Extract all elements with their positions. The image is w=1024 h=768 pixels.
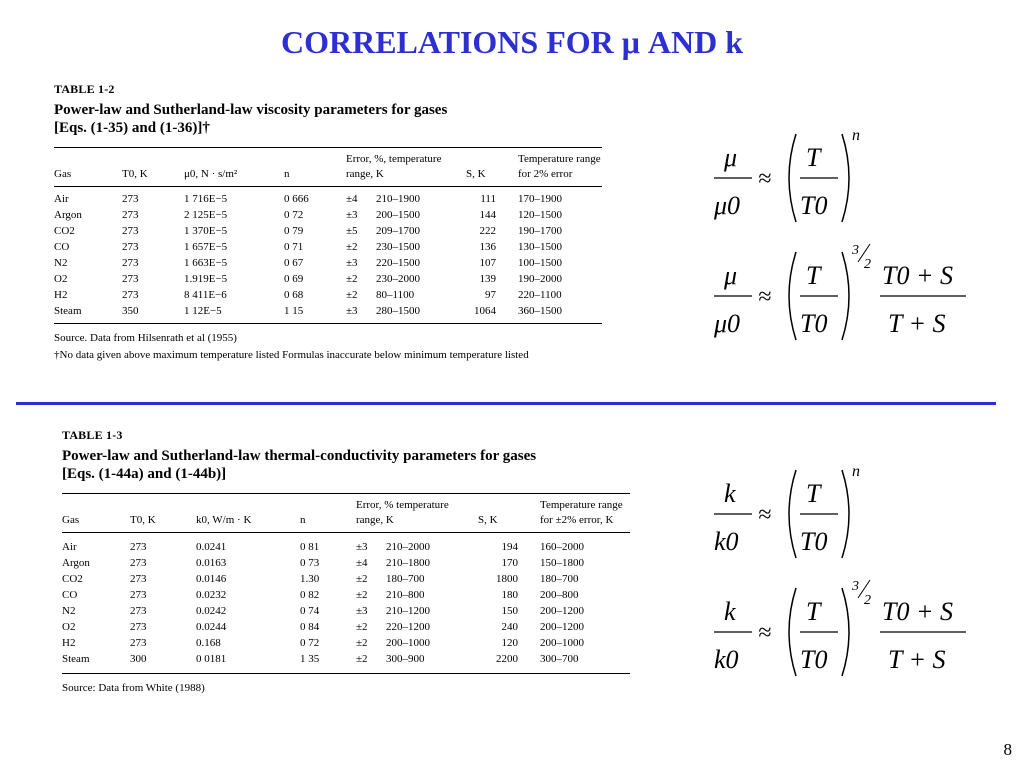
table-row xyxy=(54,223,602,239)
cell-range: 210–1900 xyxy=(376,193,420,205)
eq-approx: ≈ xyxy=(758,166,772,192)
cell-n: 0 71 xyxy=(284,241,304,253)
table-row xyxy=(54,191,602,207)
cell-gas: O2 xyxy=(54,273,68,285)
cell-spacer xyxy=(496,271,518,287)
cell-ref-value: 0 0181 xyxy=(196,653,227,665)
table-header xyxy=(62,494,630,532)
cell-temp-range: 200–1200 xyxy=(540,621,584,633)
cell-gas: Argon xyxy=(62,557,90,569)
cell-t0: 273 xyxy=(130,541,147,553)
cell-gas: Argon xyxy=(54,209,82,221)
table-source: Source: Data from White (1988) xyxy=(62,682,205,694)
cell-spacer xyxy=(518,571,540,587)
header-n: n xyxy=(300,514,306,526)
cell-spacer xyxy=(496,207,518,223)
cell-ref-value: 1 12E−5 xyxy=(184,305,222,317)
eq-denominator: T + S xyxy=(888,309,946,338)
header-t0: T0, K xyxy=(122,168,148,180)
cell-ref-value: 0.0232 xyxy=(196,589,227,601)
cell-s: 150 xyxy=(501,605,518,617)
cell-temp-range: 200–1000 xyxy=(540,637,584,649)
table-row xyxy=(62,587,630,603)
eq-numerator: T0 + S xyxy=(882,261,954,290)
cell-t0: 273 xyxy=(130,589,147,601)
header-k0: k0, W/m · K xyxy=(196,514,252,526)
cell-error: ±2 xyxy=(356,621,368,633)
cell-error: ±2 xyxy=(346,273,358,285)
cell-ref-value: 0.0244 xyxy=(196,621,227,633)
table-row xyxy=(62,651,630,667)
cell-s: 180 xyxy=(501,589,518,601)
header-gas: Gas xyxy=(54,168,72,180)
eq-T: T xyxy=(806,143,821,172)
cell-error: ±2 xyxy=(356,653,368,665)
cell-n: 0 69 xyxy=(284,273,304,285)
cell-t0: 273 xyxy=(130,605,147,617)
cell-n: 0 68 xyxy=(284,289,304,301)
cell-n: 0 79 xyxy=(284,225,304,237)
table-label: TABLE 1-2 xyxy=(54,82,115,96)
cell-n: 0 666 xyxy=(284,193,309,205)
cell-error: ±3 xyxy=(346,305,358,317)
cell-range: 210–2000 xyxy=(386,541,430,553)
slide-title: CORRELATIONS FOR μ AND k xyxy=(280,24,744,60)
cell-spacer xyxy=(496,239,518,255)
cell-range: 210–800 xyxy=(386,589,425,601)
cell-gas: N2 xyxy=(54,257,68,269)
equation-mu-sutherland xyxy=(700,240,990,350)
header-n: n xyxy=(284,168,290,180)
cell-ref-value: 1 716E−5 xyxy=(184,193,228,205)
cell-s: 97 xyxy=(485,289,496,301)
header-error: Error, %, temperature range, K xyxy=(346,153,442,180)
table-row xyxy=(62,555,630,571)
cell-range: 200–1500 xyxy=(376,209,420,221)
cell-n: 0 73 xyxy=(300,557,320,569)
cell-spacer xyxy=(496,255,518,271)
table-row xyxy=(62,539,630,555)
eq-exponent-n: n xyxy=(852,463,860,480)
cell-gas: H2 xyxy=(62,637,76,649)
cell-s: 194 xyxy=(501,541,518,553)
cell-range: 230–2000 xyxy=(376,273,420,285)
cell-gas: Steam xyxy=(62,653,90,665)
cell-t0: 273 xyxy=(122,289,139,301)
cell-temp-range: 190–2000 xyxy=(518,273,562,285)
cell-range: 180–700 xyxy=(386,573,425,585)
eq-T0: T0 xyxy=(800,191,828,220)
cell-spacer xyxy=(496,223,518,239)
cell-s: 1064 xyxy=(474,305,496,317)
eq-T0: T0 xyxy=(800,309,828,338)
cell-error: ±4 xyxy=(346,193,358,205)
section-divider xyxy=(16,402,996,405)
table-conductivity xyxy=(62,428,630,697)
cell-n: 0 72 xyxy=(284,209,304,221)
cell-temp-range: 200–800 xyxy=(540,589,579,601)
cell-gas: CO xyxy=(62,589,78,601)
header-trange: Temperature range for ±2% error, K xyxy=(540,499,623,526)
cell-s: 111 xyxy=(480,193,496,205)
table-row xyxy=(54,271,602,287)
table-caption-eqs: [Eqs. (1-35) and (1-36)]† xyxy=(54,120,210,136)
cell-t0: 273 xyxy=(122,193,139,205)
cell-t0: 273 xyxy=(130,557,147,569)
cell-ref-value: 1 657E−5 xyxy=(184,241,228,253)
cell-spacer xyxy=(518,555,540,571)
cell-temp-range: 200–1200 xyxy=(540,605,584,617)
page-number: 8 xyxy=(1003,740,1012,759)
table-row xyxy=(62,619,630,635)
cell-spacer xyxy=(518,587,540,603)
cell-gas: CO2 xyxy=(62,573,83,585)
cell-ref-value: 2 125E−5 xyxy=(184,209,228,221)
eq-T0: T0 xyxy=(800,527,828,556)
header-s: S, K xyxy=(478,514,498,526)
cell-error: ±3 xyxy=(356,541,368,553)
cell-temp-range: 180–700 xyxy=(540,573,579,585)
eq-T: T xyxy=(806,261,821,290)
cell-ref-value: 8 411E−6 xyxy=(184,289,227,301)
header-s: S, K xyxy=(466,168,486,180)
cell-range: 300–900 xyxy=(386,653,425,665)
cell-t0: 273 xyxy=(122,273,139,285)
table-row xyxy=(54,255,602,271)
cell-t0: 300 xyxy=(130,653,147,665)
cell-gas: N2 xyxy=(62,605,76,617)
cell-t0: 273 xyxy=(130,573,147,585)
cell-temp-range: 120–1500 xyxy=(518,209,562,221)
equation-k-powerlaw xyxy=(700,460,880,568)
cell-s: 136 xyxy=(479,241,496,253)
eq-k0: k0 xyxy=(714,527,739,556)
cell-s: 222 xyxy=(479,225,496,237)
eq-approx: ≈ xyxy=(758,284,772,310)
cell-spacer xyxy=(496,303,518,319)
cell-error: ±2 xyxy=(356,573,368,585)
cell-n: 0 67 xyxy=(284,257,304,269)
cell-ref-value: 0.0163 xyxy=(196,557,227,569)
cell-ref-value: 1 663E−5 xyxy=(184,257,228,269)
cell-t0: 273 xyxy=(122,257,139,269)
table-row xyxy=(62,571,630,587)
cell-n: 0 82 xyxy=(300,589,320,601)
cell-s: 2200 xyxy=(496,653,518,665)
eq-mu: μ xyxy=(724,261,738,290)
cell-error: ±3 xyxy=(346,209,358,221)
cell-n: 1 15 xyxy=(284,305,304,317)
table-label: TABLE 1-3 xyxy=(62,428,123,442)
cell-t0: 273 xyxy=(122,225,139,237)
cell-range: 209–1700 xyxy=(376,225,420,237)
cell-spacer xyxy=(518,635,540,651)
eq-mu0: μ0 xyxy=(714,309,741,338)
table-caption-eqs: [Eqs. (1-44a) and (1-44b)] xyxy=(62,466,227,482)
cell-gas: Air xyxy=(62,541,77,553)
header-gas: Gas xyxy=(62,514,80,526)
cell-gas: Air xyxy=(54,193,69,205)
eq-T: T xyxy=(806,479,821,508)
cell-ref-value: 1.919E−5 xyxy=(184,273,228,285)
cell-temp-range: 150–1800 xyxy=(540,557,584,569)
cell-error: ±2 xyxy=(356,637,368,649)
cell-spacer xyxy=(496,191,518,207)
cell-range: 210–1200 xyxy=(386,605,430,617)
header-t0: T0, K xyxy=(130,514,156,526)
cell-error: ±2 xyxy=(356,589,368,601)
table-row xyxy=(54,303,602,319)
cell-temp-range: 220–1100 xyxy=(518,289,562,301)
cell-n: 0 81 xyxy=(300,541,320,553)
eq-exponent-num: 3 xyxy=(852,243,859,258)
eq-exponent-den: 2 xyxy=(864,593,871,608)
cell-s: 139 xyxy=(479,273,496,285)
cell-range: 230–1500 xyxy=(376,241,420,253)
cell-s: 120 xyxy=(501,637,518,649)
equation-k-sutherland xyxy=(700,576,990,686)
cell-gas: Steam xyxy=(54,305,82,317)
table-row xyxy=(54,287,602,303)
cell-spacer xyxy=(518,539,540,555)
cell-temp-range: 360–1500 xyxy=(518,305,562,317)
eq-mu0: μ0 xyxy=(714,191,741,220)
cell-error: ±5 xyxy=(346,225,358,237)
eq-exponent-num: 3 xyxy=(852,579,859,594)
eq-denominator: T + S xyxy=(888,645,946,674)
table-row xyxy=(54,239,602,255)
cell-ref-value: 0.0242 xyxy=(196,605,227,617)
cell-gas: CO2 xyxy=(54,225,75,237)
cell-temp-range: 130–1500 xyxy=(518,241,562,253)
table-caption: Power-law and Sutherland-law viscosity parameters for gases xyxy=(54,102,448,118)
cell-spacer xyxy=(496,287,518,303)
eq-approx: ≈ xyxy=(758,620,772,646)
equation-mu-powerlaw xyxy=(700,124,880,232)
cell-gas: O2 xyxy=(62,621,76,633)
cell-range: 80–1100 xyxy=(376,289,415,301)
table-row xyxy=(62,603,630,619)
cell-error: ±2 xyxy=(346,241,358,253)
cell-gas: H2 xyxy=(54,289,68,301)
cell-error: ±3 xyxy=(356,605,368,617)
table-source: Source. Data from Hilsenrath et al (1955) xyxy=(54,332,237,344)
table-body xyxy=(62,533,630,669)
cell-s: 144 xyxy=(479,209,496,221)
eq-k0: k0 xyxy=(714,645,739,674)
cell-t0: 273 xyxy=(122,241,139,253)
cell-range: 220–1500 xyxy=(376,257,420,269)
cell-n: 1 35 xyxy=(300,653,320,665)
cell-t0: 273 xyxy=(130,637,147,649)
cell-ref-value: 0.168 xyxy=(196,637,221,649)
cell-n: 0 72 xyxy=(300,637,320,649)
cell-s: 240 xyxy=(501,621,518,633)
header-mu0: μ0, N · s/m² xyxy=(184,168,238,180)
table-viscosity xyxy=(54,82,602,364)
cell-range: 280–1500 xyxy=(376,305,420,317)
cell-gas: CO xyxy=(54,241,70,253)
cell-range: 210–1800 xyxy=(386,557,430,569)
table-body xyxy=(54,187,602,321)
eq-exponent-den: 2 xyxy=(864,257,871,272)
eq-k: k xyxy=(724,479,736,508)
cell-spacer xyxy=(518,603,540,619)
cell-spacer xyxy=(518,619,540,635)
header-error: Error, % temperature range, K xyxy=(356,499,449,526)
eq-T0: T0 xyxy=(800,645,828,674)
cell-temp-range: 170–1900 xyxy=(518,193,562,205)
cell-error: ±4 xyxy=(356,557,368,569)
table-footnote: †No data given above maximum temperature listed Formulas inaccurate below minimum temperature listed xyxy=(54,349,529,361)
cell-n: 0 84 xyxy=(300,621,320,633)
cell-s: 107 xyxy=(479,257,496,269)
table-row xyxy=(62,635,630,651)
cell-temp-range: 300–700 xyxy=(540,653,579,665)
cell-t0: 273 xyxy=(130,621,147,633)
header-trange: Temperature range for 2% error xyxy=(518,153,601,180)
cell-ref-value: 0.0146 xyxy=(196,573,227,585)
eq-mu: μ xyxy=(724,143,738,172)
cell-range: 220–1200 xyxy=(386,621,430,633)
eq-k: k xyxy=(724,597,736,626)
cell-temp-range: 190–1700 xyxy=(518,225,562,237)
table-row xyxy=(54,207,602,223)
cell-n: 1.30 xyxy=(300,573,320,585)
table-caption: Power-law and Sutherland-law thermal-conductivity parameters for gases xyxy=(62,448,537,464)
cell-ref-value: 1 370E−5 xyxy=(184,225,228,237)
cell-error: ±2 xyxy=(346,289,358,301)
cell-temp-range: 100–1500 xyxy=(518,257,562,269)
cell-t0: 273 xyxy=(122,209,139,221)
eq-exponent-n: n xyxy=(852,127,860,144)
cell-s: 170 xyxy=(501,557,518,569)
eq-approx: ≈ xyxy=(758,502,772,528)
cell-ref-value: 0.0241 xyxy=(196,541,227,553)
cell-t0: 350 xyxy=(122,305,139,317)
cell-temp-range: 160–2000 xyxy=(540,541,584,553)
cell-s: 1800 xyxy=(496,573,518,585)
cell-range: 200–1000 xyxy=(386,637,430,649)
eq-numerator: T0 + S xyxy=(882,597,954,626)
eq-T: T xyxy=(806,597,821,626)
cell-n: 0 74 xyxy=(300,605,320,617)
cell-error: ±3 xyxy=(346,257,358,269)
table-header xyxy=(54,148,602,186)
cell-spacer xyxy=(518,651,540,667)
